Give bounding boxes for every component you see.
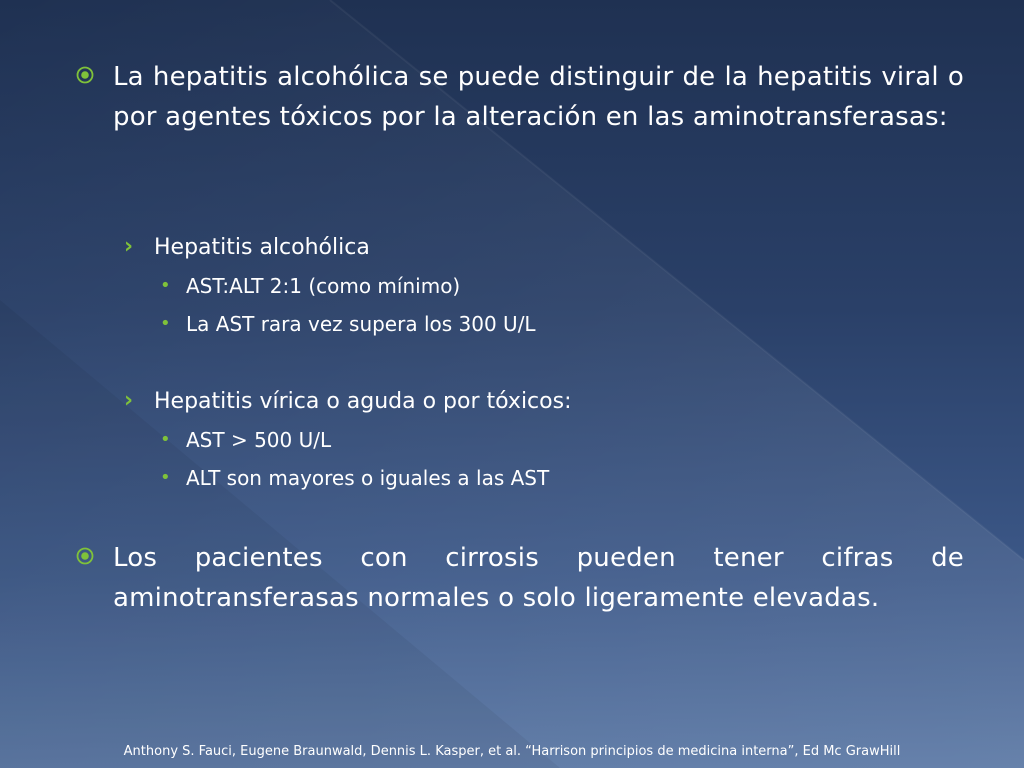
main-bullet-2: [74, 538, 964, 618]
citation-footer: Anthony S. Fauci, Eugene Braunwald, Dennis L. Kasper, et al. “Harrison principios de medicina interna”, Ed Mc GrawHill: [123, 744, 901, 759]
main-bullet-1: [74, 57, 964, 137]
list-item: [158, 271, 460, 301]
dot-bullet-icon: •: [160, 429, 171, 450]
subsection-heading-text: Hepatitis vírica o aguda o por tóxicos:: [154, 388, 572, 414]
target-bullet-icon: [76, 66, 94, 84]
subsection-heading-text: Hepatitis alcohólica: [154, 234, 370, 260]
list-item-text: La AST rara vez supera los 300 U/L: [186, 312, 536, 336]
chevron-right-icon: ›: [124, 388, 134, 413]
main-bullet-text: Los pacientes con cirrosis pueden tener cifras de aminotransferasas normales o solo ligeramente elevadas.: [113, 543, 964, 613]
bullet-marker: [74, 538, 113, 578]
list-item: [158, 309, 536, 339]
main-bullet-text: La hepatitis alcohólica se puede distinguir de la hepatitis viral o por agentes tóxicos por la alteración en las aminotransferasas:: [113, 62, 964, 132]
subsection-heading-virica: [124, 385, 571, 417]
dot-bullet-icon: •: [160, 467, 171, 488]
list-item-text: AST:ALT 2:1 (como mínimo): [186, 274, 461, 298]
dot-bullet-icon: •: [160, 275, 171, 296]
list-item-text: AST > 500 U/L: [186, 428, 332, 452]
list-item-text: ALT son mayores o iguales a las AST: [186, 466, 550, 490]
target-bullet-icon: [76, 547, 94, 565]
chevron-right-icon: ›: [124, 234, 134, 259]
subsection-heading-alcoholica: [124, 231, 370, 263]
list-item: [158, 463, 549, 493]
list-item: [158, 425, 331, 455]
dot-bullet-icon: •: [160, 313, 171, 334]
bullet-marker: [74, 57, 113, 97]
